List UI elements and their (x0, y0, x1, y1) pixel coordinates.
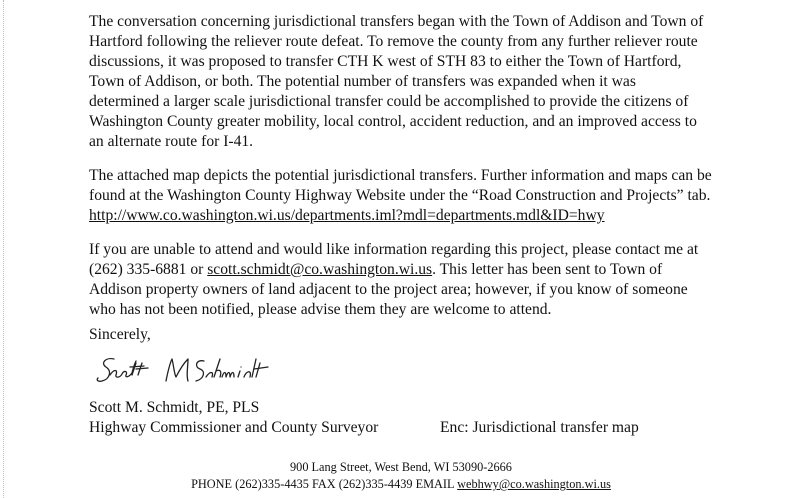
website-link[interactable]: http://www.co.washington.wi.us/departments.iml?mdl=departments.mdl&ID=hwy (89, 207, 605, 224)
page-edge (3, 0, 5, 498)
text-fragment: . This letter has been sent to Town of (432, 261, 663, 278)
text-line: The attached map depicts the potential jurisdictional transfers. Further information and maps can be (89, 167, 712, 184)
text-line: discussions, it was proposed to transfer CTH K west of STH 83 to either the Town of Hartford, (89, 53, 682, 70)
enclosure-note: Enc: Jurisdictional transfer map (440, 419, 639, 436)
closing: Sincerely, (89, 326, 151, 343)
text-line (89, 260, 662, 279)
text-line: who has not been notified, please advise them they are welcome to attend. (89, 301, 552, 318)
footer-contact (0, 477, 802, 492)
signature-image (96, 353, 276, 394)
text-line: Town of Addison, or both. The potential number of transfers was expanded when it was (89, 73, 636, 90)
signer-name: Scott M. Schmidt, PE, PLS (89, 399, 260, 416)
footer-address: 900 Lang Street, West Bend, WI 53090-2666 (290, 460, 512, 474)
text-line: If you are unable to attend and would like information regarding this project, please contact me at (89, 241, 699, 258)
contact-email-link[interactable]: scott.schmidt@co.washington.wi.us (207, 261, 433, 278)
text-line: determined a larger scale jurisdictional transfer could be accomplished to provide the citizens of (89, 93, 689, 110)
text-line: Washington County greater mobility, local control, accident reduction, and an improved access to (89, 113, 697, 130)
text-line: The conversation concerning jurisdictional transfers began with the Town of Addison and Town of (89, 13, 704, 30)
footer-email-link[interactable]: webhwy@co.washington.wi.us (457, 477, 611, 491)
signer-title: Highway Commissioner and County Surveyor (89, 419, 379, 436)
text-line: an alternate route for I-41. (89, 133, 254, 150)
text-line: Addison property owners of land adjacent to the project area; however, if you know of someone (89, 281, 688, 298)
text-line: Hartford following the reliever route defeat. To remove the county from any further reliever route (89, 33, 698, 50)
text-fragment: (262) 335-6881 or (89, 261, 208, 278)
text-line: found at the Washington County Highway Website under the “Road Construction and Projects” tab. (89, 187, 711, 204)
signature-graphic (96, 353, 276, 389)
footer-contact-text: PHONE (262)335-4435 FAX (262)335-4439 EMAIL (191, 477, 458, 491)
